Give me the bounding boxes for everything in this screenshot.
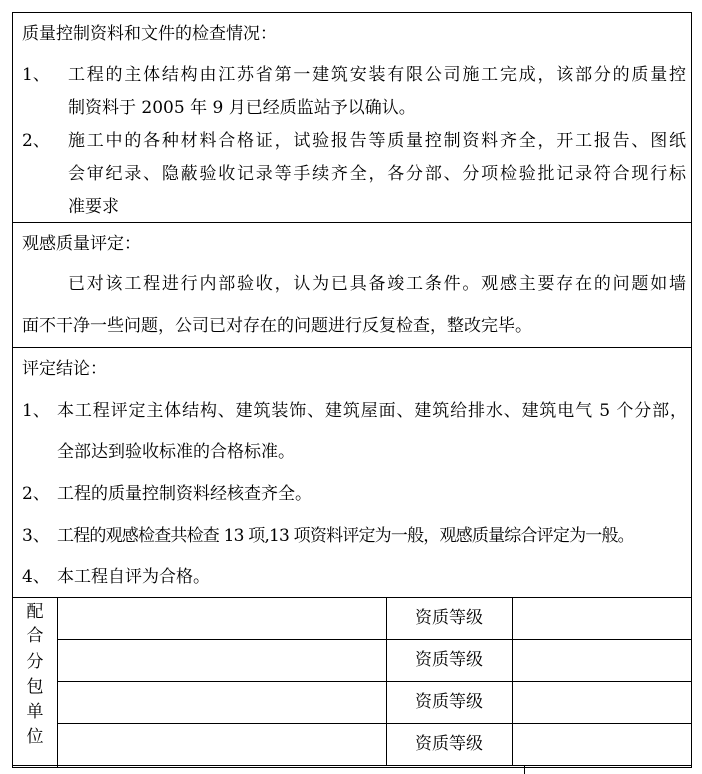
- section3-item2-line1: 工程的质量控制资料经核查齐全。: [57, 484, 312, 504]
- section1-item1-line2: 制资料于 2005 年 9 月已经质监站予以确认。: [68, 98, 416, 118]
- divider-section1: [12, 222, 692, 223]
- divider-subrow-1: [57, 639, 692, 640]
- section3-item2-number: 2、: [22, 484, 50, 504]
- divider-grade-column: [512, 597, 513, 765]
- section2-line2: 面不干净一些问题，公司已对存在的问题进行反复检查，整改完毕。: [22, 316, 532, 336]
- subcontractor-label-char-4: 包: [26, 677, 44, 697]
- divider-section2: [12, 347, 692, 348]
- subcontractor-label-char-3: 分: [26, 652, 44, 672]
- qualification-grade-label-4: 资质等级: [415, 734, 483, 754]
- section1-item2-line2: 会审纪录、隐蔽验收记录等手续齐全，各分部、分项检验批记录符合现行标: [68, 164, 686, 184]
- qualification-grade-label-1: 资质等级: [415, 608, 483, 628]
- section1-item1-line1: 工程的主体结构由江苏省第一建筑安装有限公司施工完成，该部分的质量控: [68, 65, 686, 85]
- section3-item3-line1: 工程的观感检查共检查 13 项,13 项资料评定为一般，观感质量综合评定为一般。: [57, 526, 634, 546]
- subcontractor-label-char-6: 位: [26, 727, 44, 747]
- subcontractor-label-char-1: 配: [26, 602, 44, 622]
- subcontractor-label-char-5: 单: [26, 702, 44, 722]
- section2-heading: 观感质量评定：: [22, 234, 141, 254]
- section1-item2-line1: 施工中的各种材料合格证，试验报告等质量控制资料齐全，开工报告、图纸: [68, 131, 686, 151]
- section2-line1: 已对该工程进行内部验收，认为已具备竣工条件。观感主要存在的问题如墙: [68, 274, 686, 294]
- section3-item3-number: 3、: [22, 526, 50, 546]
- divider-section3: [12, 597, 692, 598]
- inspection-form-table: [12, 12, 692, 768]
- qualification-grade-label-2: 资质等级: [415, 650, 483, 670]
- section1-item1-number: 1、: [22, 65, 50, 85]
- divider-bottom-stub: [524, 765, 525, 774]
- section3-item1-line2: 全部达到验收标准的合格标准。: [57, 442, 295, 462]
- section1-item2-number: 2、: [22, 131, 50, 151]
- section1-heading: 质量控制资料和文件的检查情况：: [22, 24, 277, 44]
- qualification-grade-label-3: 资质等级: [415, 692, 483, 712]
- section3-item1-line1: 本工程评定主体结构、建筑装饰、建筑屋面、建筑给排水、建筑电气 5 个分部，: [57, 401, 687, 421]
- section1-item2-line3: 准要求: [68, 197, 119, 217]
- subcontractor-label-char-2: 合: [26, 626, 44, 646]
- section3-item4-line1: 本工程自评为合格。: [57, 567, 210, 587]
- section3-item1-number: 1、: [22, 401, 50, 421]
- section3-heading: 评定结论：: [22, 359, 107, 379]
- divider-label-column: [57, 597, 58, 768]
- divider-subrow-3: [57, 723, 692, 724]
- divider-subrow-2: [57, 681, 692, 682]
- divider-subrow-4: [12, 765, 692, 766]
- section3-item4-number: 4、: [22, 567, 50, 587]
